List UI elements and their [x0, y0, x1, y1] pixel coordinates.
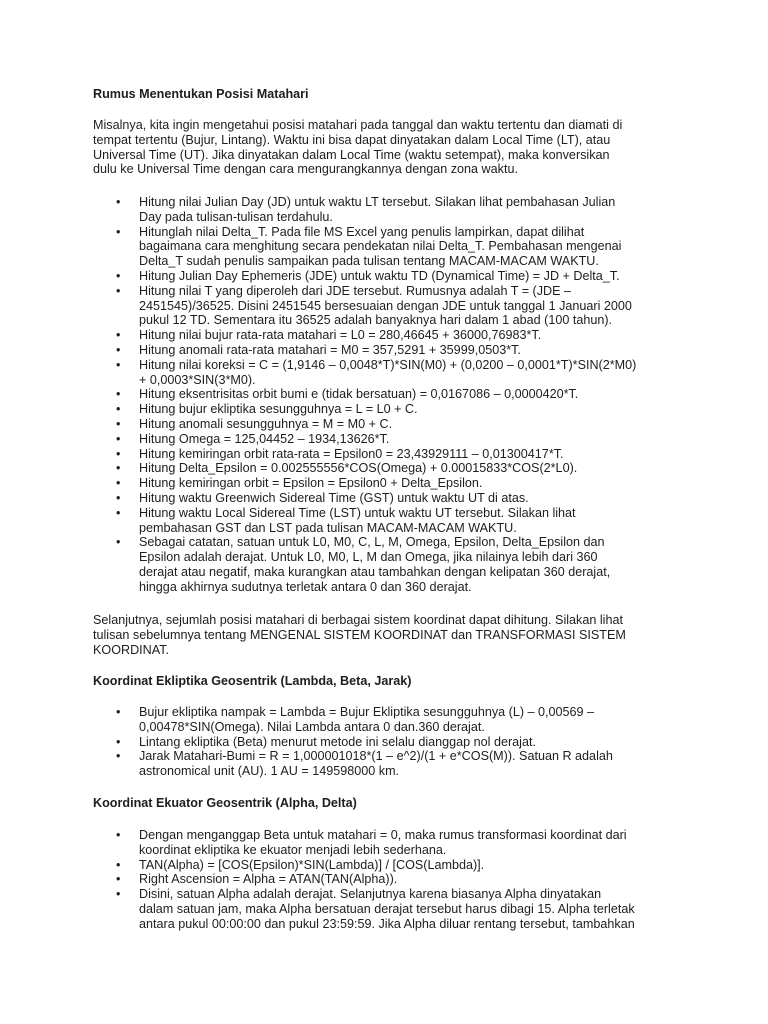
list-item: • Hitung anomali rata-rata matahari = M0 = 357,5291 + 35999,0503*T. — [93, 343, 693, 358]
list-item: • Hitung Delta_Epsilon = 0.002555556*COS(Omega) + 0.00015833*COS(2*L0). — [93, 461, 693, 476]
list-item: • Hitung Julian Day Ephemeris (JDE) untuk waktu TD (Dynamical Time) = JD + Delta_T. — [93, 269, 693, 284]
ekuator-list — [93, 828, 693, 932]
list-item: • Hitung anomali sesungguhnya = M = M0 + C. — [93, 417, 693, 432]
list-item: • Hitunglah nilai Delta_T. Pada file MS Excel yang penulis lampirkan, dapat dilihat bagaimana cara menghitung secara pendekatan nilai Delta_T. Pembahasan mengenai Delta_T sudah penulis sampaikan pada tulisan tentang MACAM-MACAM WAKTU. — [93, 225, 693, 269]
list-item: • Jarak Matahari-Bumi = R = 1,000001018*(1 – e^2)/(1 + e*COS(M)). Satuan R adalah astronomical unit (AU). 1 AU = 149598000 km. — [93, 749, 693, 779]
list-item: • Sebagai catatan, satuan untuk L0, M0, C, L, M, Omega, Epsilon, Delta_Epsilon dan Epsilon adalah derajat. Untuk L0, M0, L, M dan Omega, jika nilainya lebih dari 360 derajat atau negatif, maka kurangkan atau tambahkan dengan kelipatan 360 derajat, hingga akhirnya sudutnya terletak antara 0 dan 360 derajat. — [93, 535, 693, 594]
intro-paragraph: Misalnya, kita ingin mengetahui posisi matahari pada tanggal dan waktu tertentu dan diamati di tempat tertentu (Bujur, Lintang). Waktu ini bisa dapat dinyatakan dalam Local Time (LT), atau Universal Time (UT). Jika dinyatakan dalam Local Time (waktu setempat), maka konversikan dulu ke Universal Time dengan cara mengurangkannya dengan zona waktu. — [93, 118, 623, 177]
section-heading-ekuator: Koordinat Ekuator Geosentrik (Alpha, Delta) — [93, 796, 357, 810]
list-item: • Hitung nilai Julian Day (JD) untuk waktu LT tersebut. Silakan lihat pembahasan Julian Day pada tulisan-tulisan terdahulu. — [93, 195, 693, 225]
list-item: • TAN(Alpha) = [COS(Epsilon)*SIN(Lambda)] / [COS(Lambda)]. — [93, 858, 693, 873]
list-item: • Hitung nilai T yang diperoleh dari JDE tersebut. Rumusnya adalah T = (JDE – 2451545)/36525. Disini 2451545 bersesuaian dengan JDE untuk tanggal 1 Januari 2000 pukul 12 TD. Sementara itu 36525 adalah banyaknya hari dalam 1 abad (100 tahun). — [93, 284, 693, 328]
steps-list — [93, 195, 693, 595]
list-item: • Hitung Omega = 125,04452 – 1934,13626*T. — [93, 432, 693, 447]
list-item: • Bujur ekliptika nampak = Lambda = Bujur Ekliptika sesungguhnya (L) – 0,00569 – 0,00478*SIN(Omega). Nilai Lambda antara 0 dan.360 derajat. — [93, 705, 693, 735]
list-item: • Right Ascension = Alpha = ATAN(TAN(Alpha)). — [93, 872, 693, 887]
section-heading-ekliptika: Koordinat Ekliptika Geosentrik (Lambda, Beta, Jarak) — [93, 674, 412, 688]
list-item: • Disini, satuan Alpha adalah derajat. Selanjutnya karena biasanya Alpha dinyatakan dalam satuan jam, maka Alpha bersatuan derajat tersebut harus dibagi 15. Alpha terletak antara pukul 00:00:00 dan pukul 23:59:59. Jika Alpha diluar rentang tersebut, tambahkan — [93, 887, 693, 931]
list-item: • Hitung nilai bujur rata-rata matahari = L0 = 280,46645 + 36000,76983*T. — [93, 328, 693, 343]
list-item: • Hitung waktu Local Sidereal Time (LST) untuk waktu UT tersebut. Silakan lihat pembahasan GST dan LST pada tulisan MACAM-MACAM WAKTU. — [93, 506, 693, 536]
transition-paragraph: Selanjutnya, sejumlah posisi matahari di berbagai sistem koordinat dapat dihitung. Silakan lihat tulisan sebelumnya tentang MENGENAL SISTEM KOORDINAT dan TRANSFORMASI SISTEM KOORDINAT. — [93, 613, 626, 657]
ekliptika-list — [93, 705, 693, 779]
list-item: • Hitung waktu Greenwich Sidereal Time (GST) untuk waktu UT di atas. — [93, 491, 693, 506]
document-title: Rumus Menentukan Posisi Matahari — [93, 87, 309, 101]
list-item: • Hitung kemiringan orbit rata-rata = Epsilon0 = 23,43929111 – 0,01300417*T. — [93, 447, 693, 462]
list-item: • Hitung kemiringan orbit = Epsilon = Epsilon0 + Delta_Epsilon. — [93, 476, 693, 491]
list-item: • Dengan menganggap Beta untuk matahari = 0, maka rumus transformasi koordinat dari koordinat ekliptika ke ekuator menjadi lebih sederhana. — [93, 828, 693, 858]
list-item: • Lintang ekliptika (Beta) menurut metode ini selalu dianggap nol derajat. — [93, 735, 693, 750]
list-item: • Hitung bujur ekliptika sesungguhnya = L = L0 + C. — [93, 402, 693, 417]
list-item: • Hitung eksentrisitas orbit bumi e (tidak bersatuan) = 0,0167086 – 0,0000420*T. — [93, 387, 693, 402]
list-item: • Hitung nilai koreksi = C = (1,9146 – 0,0048*T)*SIN(M0) + (0,0200 – 0,0001*T)*SIN(2*M0) + 0,0003*SIN(3*M0). — [93, 358, 693, 388]
